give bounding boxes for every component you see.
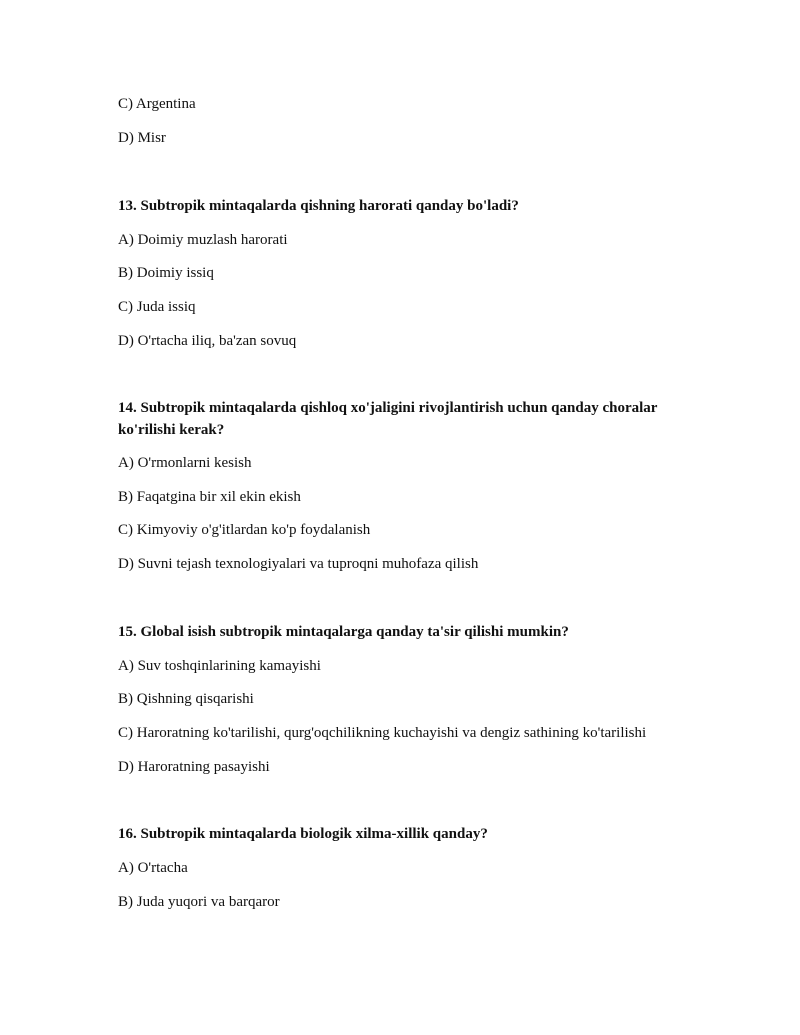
answer-option: D) Suvni tejash texnologiyalari va tuproqni muhofaza qilish bbox=[118, 556, 479, 572]
answer-option: A) O'rmonlarni kesish bbox=[118, 455, 252, 471]
question-15-title: 15. Global isish subtropik mintaqalarga qanday ta'sir qilishi mumkin? bbox=[118, 624, 569, 640]
question-13-title: 13. Subtropik mintaqalarda qishning harorati qanday bo'ladi? bbox=[118, 198, 519, 214]
question-14-title: 14. Subtropik mintaqalarda qishloq xo'jaligini rivojlantirish uchun qanday choralar ko'rilishi kerak? bbox=[118, 400, 658, 438]
answer-option: C) Argentina bbox=[118, 96, 196, 112]
answer-option: C) Juda issiq bbox=[118, 299, 196, 315]
answer-option: C) Kimyoviy o'g'itlardan ko'p foydalanish bbox=[118, 522, 371, 538]
answer-option: C) Haroratning ko'tarilishi, qurg'oqchilikning kuchayishi va dengiz sathining ko'tarilishi bbox=[118, 725, 647, 741]
question-16-title: 16. Subtropik mintaqalarda biologik xilma-xillik qanday? bbox=[118, 826, 488, 842]
answer-option: D) Haroratning pasayishi bbox=[118, 759, 270, 775]
answer-option: D) O'rtacha iliq, ba'zan sovuq bbox=[118, 333, 297, 349]
answer-option: A) Suv toshqinlarining kamayishi bbox=[118, 658, 321, 674]
answer-option: D) Misr bbox=[118, 130, 166, 146]
answer-option: B) Doimiy issiq bbox=[118, 265, 214, 281]
answer-option: A) Doimiy muzlash harorati bbox=[118, 232, 288, 248]
answer-option: B) Qishning qisqarishi bbox=[118, 691, 254, 707]
answer-option: B) Juda yuqori va barqaror bbox=[118, 894, 280, 910]
answer-option: B) Faqatgina bir xil ekin ekish bbox=[118, 489, 301, 505]
answer-option: A) O'rtacha bbox=[118, 860, 188, 876]
